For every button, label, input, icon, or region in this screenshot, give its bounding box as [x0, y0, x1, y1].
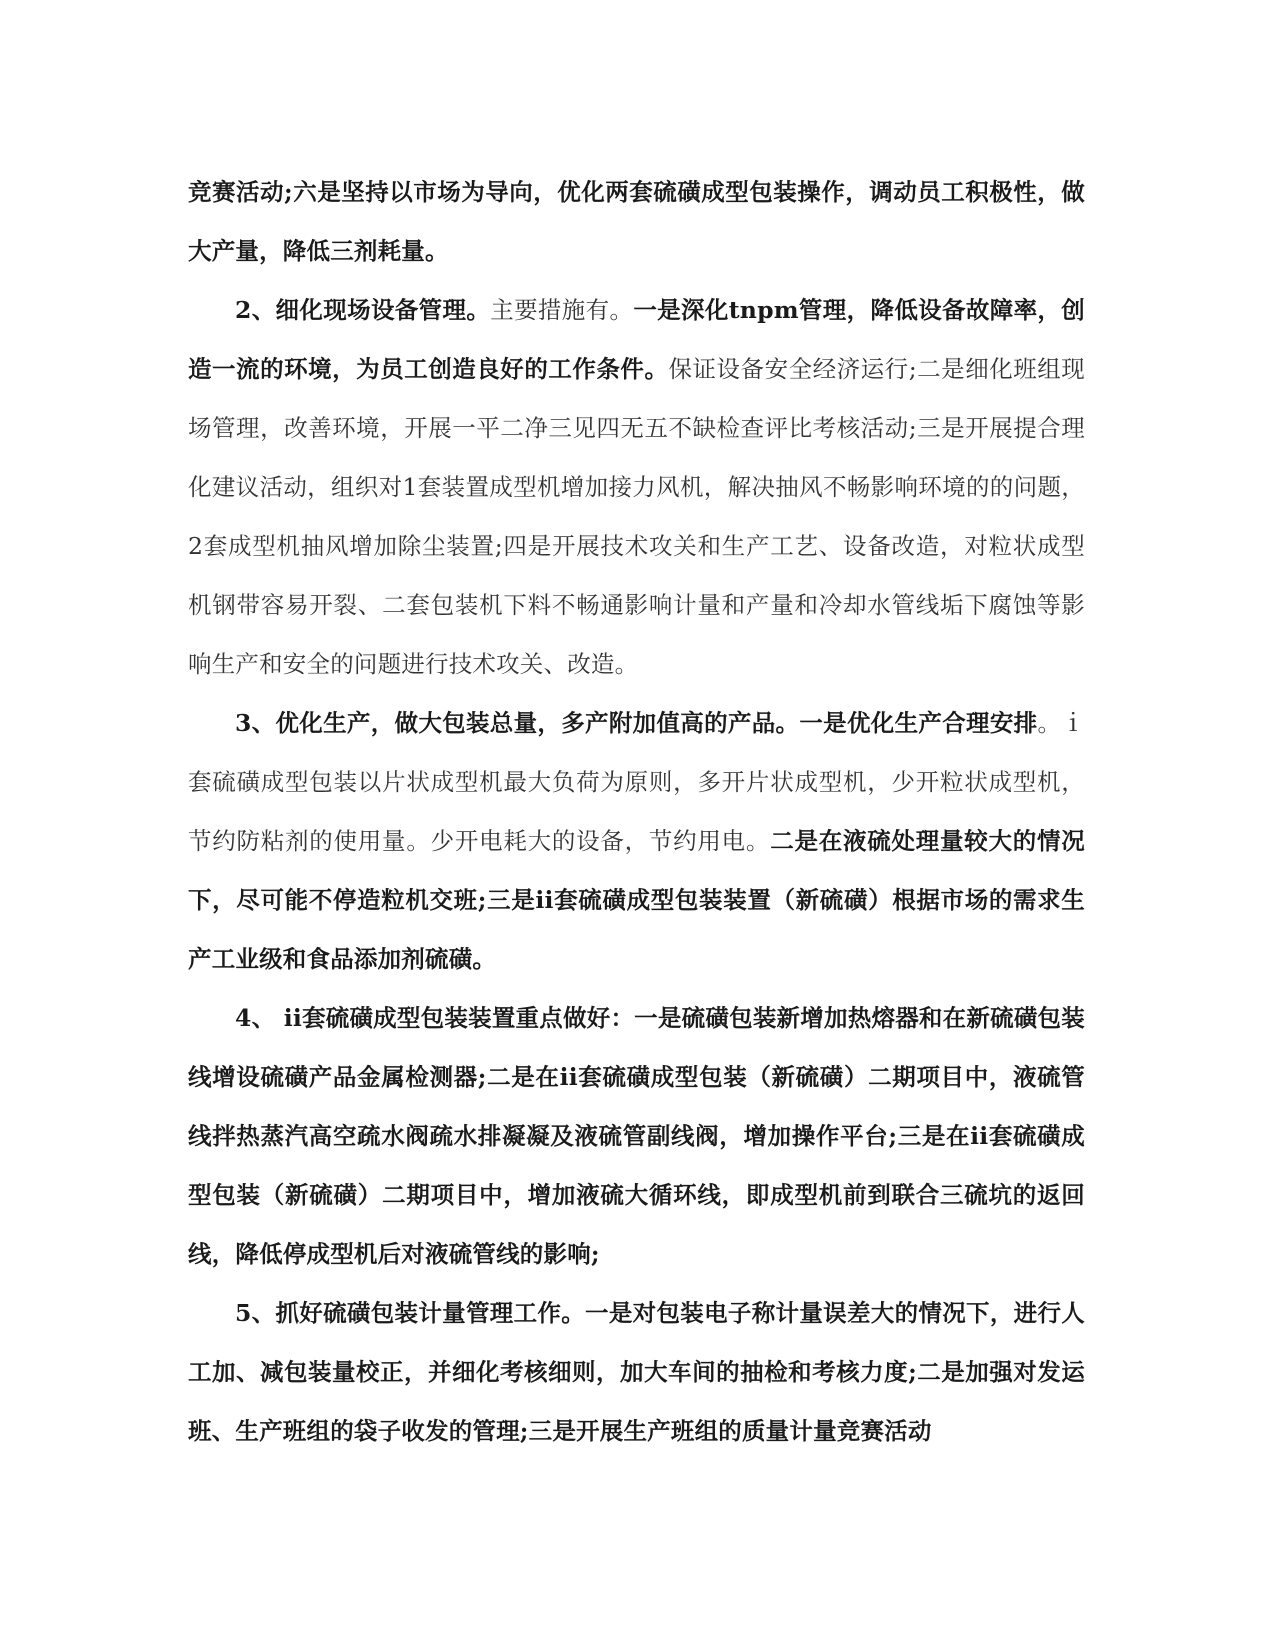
- paragraph-3-heading: 3、优化生产，做大包装总量，多产附加值高的产品。一是优化生产合理安排: [235, 709, 1038, 737]
- paragraph-1-text: 竞赛活动;六是坚持以市场为导向，优化两套硫磺成型包装操作，调动员工积极性，做大产量，降低三剂耗量。: [188, 178, 1085, 265]
- paragraph-4: [188, 989, 1085, 1284]
- paragraph-3-body: 。ｉ套硫磺成型包装以片状成型机最大负荷为原则，多开片状成型机，少开粒状成型机，节约防粘剂的使用量。少开电耗大的设备，节约用电。: [188, 709, 1085, 855]
- paragraph-5-text: 5、抓好硫磺包装计量管理工作。一是对包装电子称计量误差大的情况下，进行人工加、减包装量校正，并细化考核细则，加大车间的抽检和考核力度;二是加强对发运班、生产班组的袋子收发的管理;三是开展生产班组的质量计量竞赛活动: [188, 1299, 1085, 1445]
- paragraph-5: [188, 1284, 1085, 1461]
- document-body: [188, 163, 1085, 1461]
- paragraph-3: [188, 694, 1085, 989]
- paragraph-1: [188, 163, 1085, 281]
- paragraph-4-text: 4、 ii套硫磺成型包装装置重点做好：一是硫磺包装新增加热熔器和在新硫磺包装线增设硫磺产品金属检测器;二是在ii套硫磺成型包装（新硫磺）二期项目中，液硫管线拌热蒸汽高空疏水阀疏水排凝凝及液硫管副线阀，增加操作平台;三是在ii套硫磺成型包装（新硫磺）二期项目中，增加液硫大循环线，即成型机前到联合三硫坑的返回线，降低停成型机后对液硫管线的影响;: [188, 1004, 1085, 1268]
- paragraph-2-emphasis: 一是深化tnpm管理，降低设备故障率，创造一流的环境，为员工创造良好的工作条件。: [188, 296, 1085, 383]
- paragraph-2: [188, 281, 1085, 694]
- paragraph-2-intro: 主要措施有。: [490, 296, 634, 324]
- paragraph-3-emphasis: 二是在液硫处理量较大的情况下，尽可能不停造粒机交班;三是ii套硫磺成型包装装置（新硫磺）根据市场的需求生产工业级和食品添加剂硫磺。: [188, 827, 1085, 973]
- paragraph-2-heading: 2、细化现场设备管理。: [235, 296, 491, 324]
- paragraph-2-body: 保证设备安全经济运行;二是细化班组现场管理，改善环境，开展一平二净三见四无五不缺检查评比考核活动;三是开展提合理化建议活动，组织对1套装置成型机增加接力风机，解决抽风不畅影响环境的的问题，2套成型机抽风增加除尘装置;四是开展技术攻关和生产工艺、设备改造，对粒状成型机钢带容易开裂、二套包装机下料不畅通影响计量和产量和冷却水管线垢下腐蚀等影响生产和安全的问题进行技术攻关、改造。: [188, 355, 1085, 678]
